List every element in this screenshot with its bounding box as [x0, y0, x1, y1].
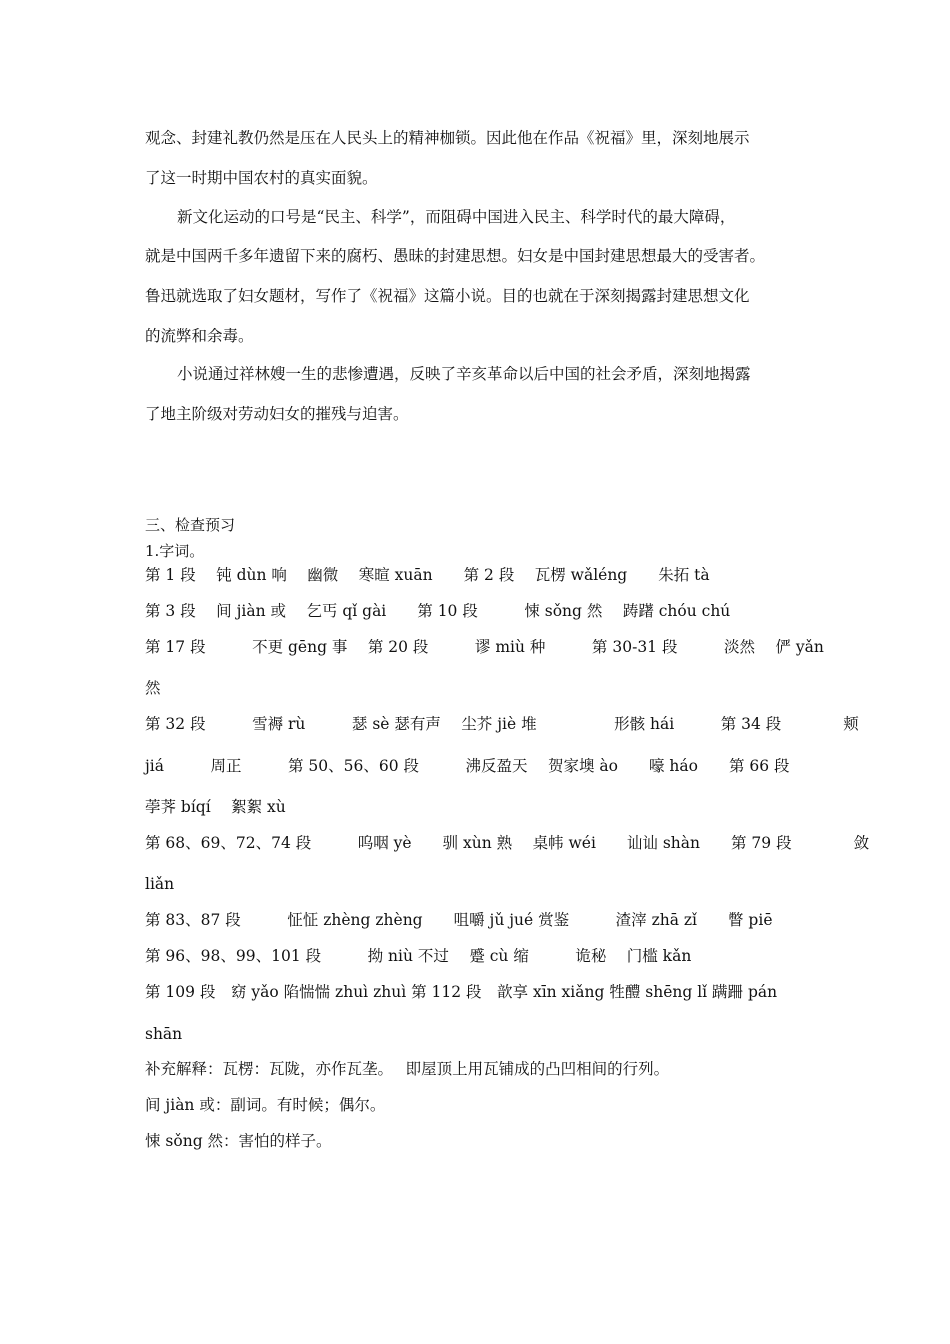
note-line: 间 jiàn 或：副词。有时候；偶尔。 [145, 1096, 386, 1114]
vocab-line: 第 68、69、72、74 段 呜咽 yè 驯 xùn 熟 桌帏 wéi 讪讪 shàn 第 79 段 敛 [145, 834, 870, 852]
vocab-line: 荸荠 bíqí 絮絮 xù [145, 798, 286, 816]
vocab-line: 第 32 段 雪褥 rù 瑟 sè 瑟有声 尘芥 jiè 堆 形骸 hái 第 34 段 颊 [145, 715, 859, 733]
vocab-line: shān [145, 1025, 183, 1043]
paragraph-line: 新文化运动的口号是“民主、科学”，而阻碍中国进入民主、科学时代的最大障碍， [177, 208, 736, 226]
paragraph-line: 小说通过祥林嫂一生的悲惨遭遇，反映了辛亥革命以后中国的社会矛盾，深刻地揭露 [177, 365, 751, 383]
paragraph-line: 鲁迅就选取了妇女题材，写作了《祝福》这篇小说。目的也就在于深刻揭露封建思想文化 [145, 287, 750, 305]
paragraph-line: 了地主阶级对劳动妇女的摧残与迫害。 [145, 405, 409, 423]
vocab-line: 第 17 段 不更 gēng 事 第 20 段 谬 miù 种 第 30-31 段 淡然 俨 yǎn [145, 638, 824, 656]
note-line: 补充解释：瓦楞：瓦陇，亦作瓦垄。 即屋顶上用瓦铺成的凸凹相间的行列。 [145, 1060, 670, 1078]
vocab-line: 第 109 段 窈 yǎo 陷惴惴 zhuì zhuì 第 112 段 歆享 xīn xiǎng 牲醴 shēng lǐ 蹒跚 pán [145, 983, 778, 1001]
vocab-line: jiá 周正 第 50、56、60 段 沸反盈天 贺家墺 ào 嚎 háo 第 66 段 [145, 757, 790, 775]
vocab-line: 第 1 段 钝 dùn 响 幽微 寒暄 xuān 第 2 段 瓦楞 wǎléng 朱拓 tà [145, 566, 710, 584]
vocab-line: liǎn [145, 875, 175, 893]
paragraph-line: 就是中国两千多年遗留下来的腐朽、愚昧的封建思想。妇女是中国封建思想最大的受害者。 [145, 247, 766, 265]
paragraph-line: 的流弊和余毒。 [145, 327, 254, 345]
vocab-line: 第 3 段 间 jiàn 或 乞丐 qǐ gài 第 10 段 悚 sǒng 然 踌躇 chóu chú [145, 602, 731, 620]
vocab-line: 第 83、87 段 怔怔 zhèng zhèng 咀嚼 jǔ jué 赏鉴 渣滓 zhā zǐ 瞥 piē [145, 911, 773, 929]
paragraph-line: 观念、封建礼教仍然是压在人民头上的精神枷锁。因此他在作品《祝福》里，深刻地展示 [145, 129, 750, 147]
section-subtitle: 1.字词。 [145, 542, 205, 560]
paragraph-line: 了这一时期中国农村的真实面貌。 [145, 169, 378, 187]
section-title: 三、检查预习 [145, 516, 236, 534]
note-line: 悚 sǒng 然：害怕的样子。 [145, 1132, 332, 1150]
vocab-line: 第 96、98、99、101 段 拗 niù 不过 蹙 cù 缩 诡秘 门槛 kǎn [145, 947, 692, 965]
vocab-line: 然 [145, 679, 161, 697]
